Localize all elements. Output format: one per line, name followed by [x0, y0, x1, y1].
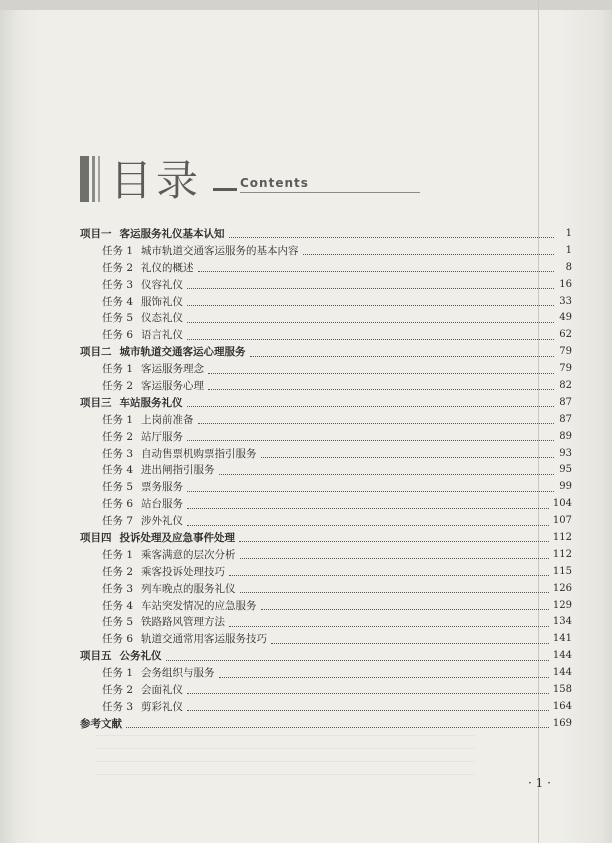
toc-project-entry — [80, 344, 572, 361]
toc-entry-number: 任务 2 — [102, 380, 134, 393]
toc-entry-label — [102, 361, 204, 378]
toc-entry-label — [80, 395, 183, 412]
toc-entry-page: 164 — [552, 700, 572, 712]
toc-entry-number: 项目二 — [80, 346, 112, 359]
toc-entry-label — [102, 378, 204, 395]
dot-leader — [198, 422, 554, 424]
toc-task-entry — [80, 564, 572, 581]
toc-entry-title: 乘客满意的层次分析 — [141, 548, 236, 561]
toc-entry-number: 任务 1 — [102, 244, 134, 257]
toc-task-entry — [80, 277, 572, 294]
toc-task-entry — [80, 378, 572, 395]
toc-entry-number: 任务 1 — [102, 548, 134, 561]
toc-entry-title: 乘客投诉处理技巧 — [141, 565, 226, 578]
toc-entry-title: 客运服务理念 — [141, 363, 205, 376]
toc-entry-title: 剪彩礼仪 — [141, 700, 184, 713]
toc-entry-number: 任务 4 — [102, 599, 134, 612]
toc-task-entry — [80, 310, 572, 327]
toc-entry-number: 任务 2 — [102, 684, 134, 697]
toc-entry-title: 城市轨道交通客运心理服务 — [119, 346, 246, 359]
toc-entry-number: 任务 7 — [102, 515, 134, 528]
toc-entry-number: 任务 5 — [102, 616, 134, 629]
toc-entry-label — [102, 412, 194, 429]
toc-entry-title: 上岗前准备 — [141, 413, 194, 426]
toc-entry-title: 进出闸指引服务 — [141, 464, 215, 477]
toc-entry-page: 89 — [559, 430, 572, 442]
dot-leader — [187, 321, 554, 323]
toc-entry-title: 语言礼仪 — [141, 329, 184, 342]
toc-entry-label — [80, 226, 225, 243]
toc-entry-label — [102, 260, 194, 277]
toc-entry-page: 79 — [559, 346, 572, 358]
toc-entry-page: 99 — [559, 481, 572, 493]
table-of-contents — [80, 226, 572, 733]
toc-entry-label — [102, 564, 225, 581]
dot-leader — [187, 405, 555, 407]
toc-task-entry — [80, 243, 572, 260]
toc-entry-label — [102, 682, 183, 699]
toc-entry-number: 任务 6 — [102, 498, 134, 511]
toc-entry-number: 任务 2 — [102, 261, 134, 274]
toc-entry-label — [102, 479, 183, 496]
toc-project-entry — [80, 648, 572, 665]
toc-entry-title: 站台服务 — [141, 498, 184, 511]
toc-entry-number: 任务 3 — [102, 700, 134, 713]
toc-entry-title: 参考文献 — [80, 717, 122, 730]
toc-entry-label — [102, 294, 183, 311]
toc-entry-title: 车站服务礼仪 — [119, 396, 183, 409]
toc-entry-title: 轨道交通常用客运服务技巧 — [141, 633, 268, 646]
toc-entry-label — [102, 496, 183, 513]
dot-leader — [261, 456, 554, 458]
toc-task-entry — [80, 631, 572, 648]
toc-entry-label — [102, 462, 215, 479]
dot-leader — [187, 524, 549, 526]
toc-project-entry — [80, 716, 572, 733]
toc-entry-number: 项目三 — [80, 396, 112, 409]
toc-entry-number: 任务 2 — [102, 565, 134, 578]
dot-leader — [198, 270, 554, 272]
toc-entry-label — [102, 598, 257, 615]
toc-task-entry — [80, 665, 572, 682]
toc-entry-number: 任务 5 — [102, 312, 134, 325]
dot-leader — [219, 676, 549, 678]
toc-task-entry — [80, 462, 572, 479]
dot-leader — [187, 507, 549, 509]
toc-entry-page: 95 — [559, 464, 572, 476]
dot-leader — [187, 692, 549, 694]
toc-entry-title: 车站突发情况的应急服务 — [141, 599, 257, 612]
toc-entry-page: 169 — [552, 717, 572, 729]
toc-task-entry — [80, 581, 572, 598]
toc-task-entry — [80, 294, 572, 311]
toc-entry-page: 126 — [552, 582, 572, 594]
toc-entry-label — [102, 699, 183, 716]
toc-entry-number: 任务 1 — [102, 413, 134, 426]
toc-entry-title: 客运服务礼仪基本认知 — [119, 228, 225, 240]
toc-entry-title: 列车晚点的服务礼仪 — [141, 582, 236, 595]
toc-entry-page: 1 — [565, 244, 572, 256]
toc-entry-number: 项目四 — [80, 532, 112, 545]
toc-entry-page: 144 — [552, 667, 572, 679]
toc-entry-label — [102, 429, 183, 446]
toc-entry-number: 任务 3 — [102, 447, 134, 460]
dot-leader — [187, 338, 554, 340]
subtitle-rule — [240, 192, 420, 193]
dot-leader — [229, 236, 555, 238]
toc-entry-label — [102, 547, 236, 564]
toc-entry-label — [102, 614, 225, 631]
toc-entry-number: 任务 1 — [102, 667, 134, 680]
toc-entry-page: 141 — [552, 633, 572, 645]
toc-task-entry — [80, 327, 572, 344]
toc-task-entry — [80, 496, 572, 513]
dot-leader — [126, 726, 549, 728]
toc-task-entry — [80, 429, 572, 446]
dot-leader — [271, 642, 549, 644]
toc-task-entry — [80, 412, 572, 429]
toc-entry-label — [80, 716, 122, 733]
dot-leader — [187, 490, 554, 492]
toc-entry-title: 会面礼仪 — [141, 684, 184, 697]
toc-project-entry — [80, 530, 572, 547]
toc-task-entry — [80, 547, 572, 564]
toc-entry-label — [102, 243, 299, 260]
toc-entry-page: 49 — [559, 312, 572, 324]
toc-entry-title: 会务组织与服务 — [141, 667, 215, 680]
page-subtitle: Contents — [240, 176, 309, 190]
toc-entry-page: 112 — [552, 548, 572, 560]
page-top-edge — [0, 0, 612, 10]
dot-leader — [239, 540, 549, 542]
toc-entry-number: 任务 3 — [102, 582, 134, 595]
toc-entry-label — [102, 513, 183, 530]
toc-entry-page: 112 — [552, 532, 572, 544]
toc-task-entry — [80, 361, 572, 378]
toc-entry-page: 144 — [552, 650, 572, 662]
dot-leader — [166, 659, 549, 661]
dot-leader — [240, 557, 549, 559]
toc-entry-number: 任务 3 — [102, 278, 134, 291]
toc-entry-page: 87 — [559, 413, 572, 425]
toc-entry-page: 115 — [552, 565, 572, 577]
toc-entry-number: 项目一 — [80, 228, 112, 240]
toc-entry-number: 项目五 — [80, 650, 112, 663]
toc-entry-page: 134 — [552, 616, 572, 628]
toc-entry-page: 62 — [559, 329, 572, 341]
toc-entry-title: 公务礼仪 — [119, 650, 162, 663]
toc-entry-page: 158 — [552, 684, 572, 696]
toc-entry-page: 33 — [559, 295, 572, 307]
toc-entry-number: 任务 4 — [102, 295, 134, 308]
dot-leader — [187, 709, 549, 711]
toc-task-entry — [80, 699, 572, 716]
dot-leader — [229, 574, 549, 576]
toc-entry-page: 129 — [552, 599, 572, 611]
toc-entry-label — [80, 344, 246, 361]
page-number: · 1 · — [528, 776, 551, 790]
dot-leader — [219, 473, 554, 475]
toc-entry-page: 104 — [552, 498, 572, 510]
toc-task-entry — [80, 513, 572, 530]
toc-entry-title: 仪容礼仪 — [141, 278, 184, 291]
dot-leader — [250, 355, 555, 357]
toc-entry-title: 城市轨道交通客运服务的基本内容 — [141, 244, 299, 257]
toc-entry-title: 服饰礼仪 — [141, 295, 184, 308]
toc-entry-page: 79 — [559, 363, 572, 375]
page-title: 目录 — [110, 156, 203, 205]
dot-leader — [187, 304, 554, 306]
toc-task-entry — [80, 598, 572, 615]
dot-leader — [240, 591, 549, 593]
toc-entry-label — [102, 277, 183, 294]
toc-entry-number: 任务 6 — [102, 329, 134, 342]
toc-entry-title: 投诉处理及应急事件处理 — [119, 532, 235, 545]
toc-entry-page: 87 — [559, 396, 572, 408]
show-through-text — [95, 735, 475, 775]
toc-entry-label — [80, 530, 235, 547]
toc-task-entry — [80, 479, 572, 496]
toc-entry-title: 涉外礼仪 — [141, 515, 184, 528]
toc-task-entry — [80, 260, 572, 277]
toc-entry-page: 93 — [559, 447, 572, 459]
toc-entry-label — [102, 665, 215, 682]
toc-task-entry — [80, 614, 572, 631]
toc-entry-number: 任务 4 — [102, 464, 134, 477]
toc-task-entry — [80, 682, 572, 699]
toc-entry-title: 站厅服务 — [141, 430, 184, 443]
toc-entry-title: 礼仪的概述 — [141, 261, 194, 274]
heading-bars-decoration — [80, 156, 102, 202]
toc-entry-label — [102, 631, 267, 648]
dot-leader — [187, 287, 554, 289]
toc-entry-label — [102, 581, 236, 598]
toc-entry-number: 任务 2 — [102, 430, 134, 443]
toc-entry-number: 任务 1 — [102, 363, 134, 376]
toc-entry-title: 铁路路风管理方法 — [141, 616, 226, 629]
toc-entry-page: 1 — [565, 228, 572, 239]
toc-entry-title: 客运服务心理 — [141, 380, 205, 393]
toc-entry-title: 票务服务 — [141, 481, 184, 494]
toc-entry-number: 任务 6 — [102, 633, 134, 646]
dot-leader — [303, 253, 554, 255]
subtitle-dash — [213, 188, 237, 191]
toc-entry-page: 82 — [559, 380, 572, 392]
toc-entry-title: 自动售票机购票指引服务 — [141, 447, 257, 460]
toc-project-entry — [80, 226, 572, 243]
toc-entry-label — [102, 327, 183, 344]
toc-entry-page: 16 — [559, 278, 572, 290]
toc-entry-page: 8 — [565, 261, 572, 273]
toc-task-entry — [80, 446, 572, 463]
toc-entry-page: 107 — [552, 515, 572, 527]
toc-entry-number: 任务 5 — [102, 481, 134, 494]
toc-entry-title: 仪态礼仪 — [141, 312, 184, 325]
toc-project-entry — [80, 395, 572, 412]
dot-leader — [229, 625, 549, 627]
toc-entry-label — [102, 446, 257, 463]
dot-leader — [187, 439, 554, 441]
toc-entry-label — [102, 310, 183, 327]
toc-entry-label — [80, 648, 162, 665]
dot-leader — [208, 372, 554, 374]
dot-leader — [208, 388, 554, 390]
dot-leader — [261, 608, 549, 610]
